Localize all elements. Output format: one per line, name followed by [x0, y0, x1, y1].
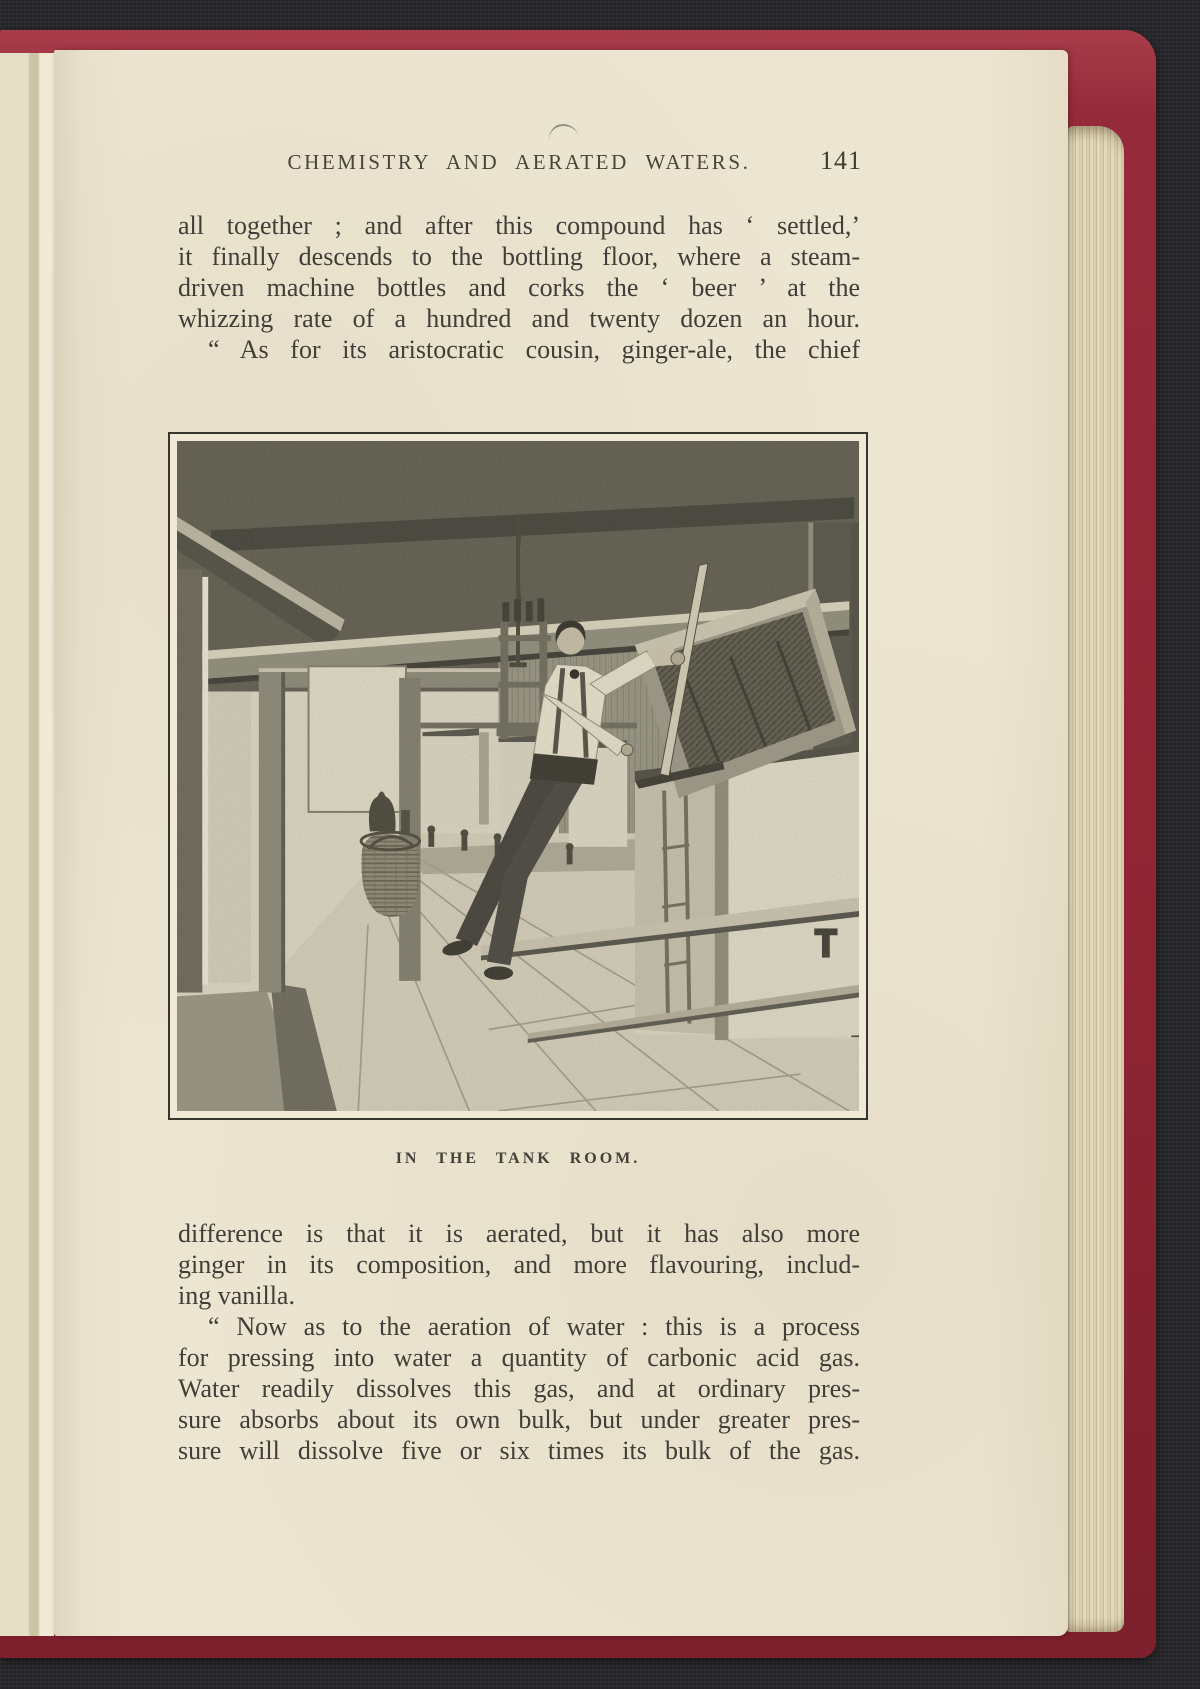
text-line: “ Now as to the aeration of water : this is a process — [208, 1312, 860, 1341]
halftone-grain — [177, 441, 859, 1111]
text-line: whizzing rate of a hundred and twenty dozen an hour. — [178, 304, 860, 333]
text-line: Water readily dissolves this gas, and at ordinary pres- — [178, 1374, 860, 1403]
text-line: for pressing into water a quantity of carbonic acid gas. — [178, 1343, 860, 1372]
book-page — [54, 50, 1068, 1636]
tank-room-illustration — [168, 432, 868, 1120]
bottom-paragraphs — [178, 1218, 860, 1466]
text-line: sure absorbs about its own bulk, but under greater pres- — [178, 1405, 860, 1434]
page-title: CHEMISTRY AND AERATED WATERS. — [287, 150, 751, 174]
text-line: it finally descends to the bottling floor, where a steam- — [178, 242, 860, 271]
running-head — [178, 146, 862, 184]
page-number: 141 — [820, 146, 862, 175]
tank-room-engraving — [177, 441, 859, 1111]
page-stack-fore-edge — [1066, 126, 1124, 1632]
text-line: sure will dissolve five or six times its bulk of the gas. — [178, 1436, 860, 1465]
facing-page-edge — [0, 53, 54, 1636]
text-line: ing vanilla. — [178, 1281, 295, 1310]
text-line: all together ; and after this compound has ‘ settled,’ — [178, 211, 860, 240]
stray-pencil-mark — [547, 122, 579, 144]
text-line: difference is that it is aerated, but it has also more — [178, 1219, 860, 1248]
top-paragraphs — [178, 210, 860, 365]
text-line: driven machine bottles and corks the ‘ beer ’ at the — [178, 273, 860, 302]
text-line: ginger in its composition, and more flavouring, includ- — [178, 1250, 860, 1279]
illustration-caption: IN THE TANK ROOM. — [395, 1150, 641, 1167]
text-line: “ As for its aristocratic cousin, ginger-ale, the chief — [208, 335, 860, 364]
